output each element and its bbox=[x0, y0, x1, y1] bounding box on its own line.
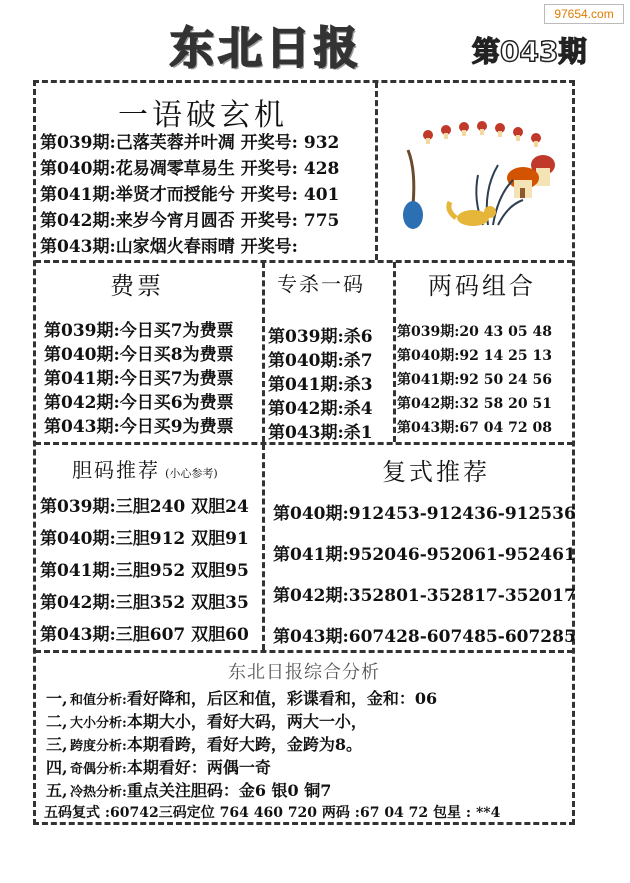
bile-note: (小心参考) bbox=[165, 467, 218, 480]
list-item: 第039期:杀6 bbox=[268, 327, 373, 347]
list-item: 第042期:来岁今宵月圆否 开奖号: 775 bbox=[40, 211, 340, 231]
list-item: 第042期:三胆352 双胆35 bbox=[40, 593, 249, 613]
list-item: 第041期:今日买7为费票 bbox=[44, 369, 234, 389]
mushroom-illustration bbox=[398, 110, 558, 240]
divider bbox=[262, 444, 265, 650]
list-item: 第040期:今日买8为费票 bbox=[44, 345, 234, 365]
list-item: 第043期:今日买9为费票 bbox=[44, 417, 234, 437]
list-item: 二, 大小分析:本期大小，看好大码，两大一小， bbox=[46, 712, 367, 731]
list-item: 第042期:32 58 20 51 bbox=[397, 396, 552, 412]
list-item: 五, 冷热分析:重点关注胆码：金6 银0 铜7 bbox=[46, 781, 332, 800]
analysis-title: 东北日报综合分析 bbox=[228, 662, 380, 683]
list-item: 第043期:杀1 bbox=[268, 423, 373, 443]
list-item: 第043期:山家烟火春雨晴 开奖号: bbox=[40, 237, 298, 257]
list-item: 四, 奇偶分析:本期看好：两偶一奇 bbox=[46, 758, 271, 777]
divider bbox=[393, 262, 396, 442]
analysis-footer: 五码复式 :60742三码定位 764 460 720 两码 :67 04 72 包星 : **4 bbox=[44, 805, 501, 821]
list-item: 第041期:92 50 24 56 bbox=[397, 372, 552, 388]
riddle-title: 一语破玄机 bbox=[118, 98, 288, 133]
list-item: 三, 跨度分析:本期看跨，看好大跨，金跨为8。 bbox=[46, 735, 362, 754]
list-item: 第040期:杀7 bbox=[268, 351, 373, 371]
bile-title-wrap bbox=[72, 454, 218, 483]
list-item: 第041期:举贤才而授能兮 开奖号: 401 bbox=[40, 185, 340, 205]
list-item: 第041期:952046-952061-952461 bbox=[273, 545, 576, 565]
bile-list bbox=[40, 492, 249, 652]
fee-list bbox=[44, 316, 234, 436]
branch-icon bbox=[408, 150, 414, 205]
masthead-title: 东北日报 bbox=[170, 23, 362, 74]
list-item: 第039期:今日买7为费票 bbox=[44, 321, 234, 341]
riddle-list bbox=[40, 128, 339, 258]
bile-title: 胆码推荐 bbox=[72, 458, 160, 482]
kill-title: 专杀一码 bbox=[277, 272, 365, 296]
list-item: 第039期:20 43 05 48 bbox=[397, 324, 552, 340]
site-watermark: 97654.com bbox=[544, 4, 624, 24]
list-item: 第040期:花易凋零草易生 开奖号: 428 bbox=[40, 159, 340, 179]
combo-list bbox=[397, 321, 552, 441]
list-item: 第042期:今日买6为费票 bbox=[44, 393, 234, 413]
divider bbox=[262, 262, 265, 442]
mushroom-house-icon bbox=[507, 155, 555, 198]
combo-title: 两码组合 bbox=[428, 272, 536, 300]
fee-title: 费票 bbox=[110, 272, 164, 300]
list-item: 第039期:己落芙蓉并叶凋 开奖号: 932 bbox=[40, 133, 340, 153]
list-item: 第042期:杀4 bbox=[268, 399, 373, 419]
list-item: 第041期:杀3 bbox=[268, 375, 373, 395]
list-item: 第040期:92 14 25 13 bbox=[397, 348, 552, 364]
list-item: 第041期:三胆952 双胆95 bbox=[40, 561, 249, 581]
list-item: 第040期:三胆912 双胆91 bbox=[40, 529, 249, 549]
analysis-list bbox=[46, 686, 437, 801]
list-item: 第043期:67 04 72 08 bbox=[397, 420, 552, 436]
divider bbox=[35, 260, 573, 263]
mushroom-row-icon bbox=[423, 121, 541, 147]
divider bbox=[375, 82, 378, 260]
list-item: 第043期:607428-607485-607285 bbox=[273, 627, 576, 647]
list-item: 第043期:三胆607 双胆60 bbox=[40, 625, 249, 645]
multi-title: 复式推荐 bbox=[382, 458, 490, 486]
list-item: 第042期:352801-352817-352017 bbox=[273, 586, 576, 606]
issue-number: 第043期 bbox=[472, 35, 587, 68]
multi-list bbox=[273, 499, 576, 663]
list-item: 第040期:912453-912436-912536 bbox=[273, 504, 576, 524]
blue-figure-icon bbox=[403, 201, 423, 229]
list-item: 一, 和值分析:看好降和，后区和值，彩谍看和，金和：06 bbox=[46, 689, 438, 708]
kill-list bbox=[268, 322, 373, 442]
list-item: 第039期:三胆240 双胆24 bbox=[40, 497, 249, 517]
fox-icon bbox=[449, 202, 496, 226]
